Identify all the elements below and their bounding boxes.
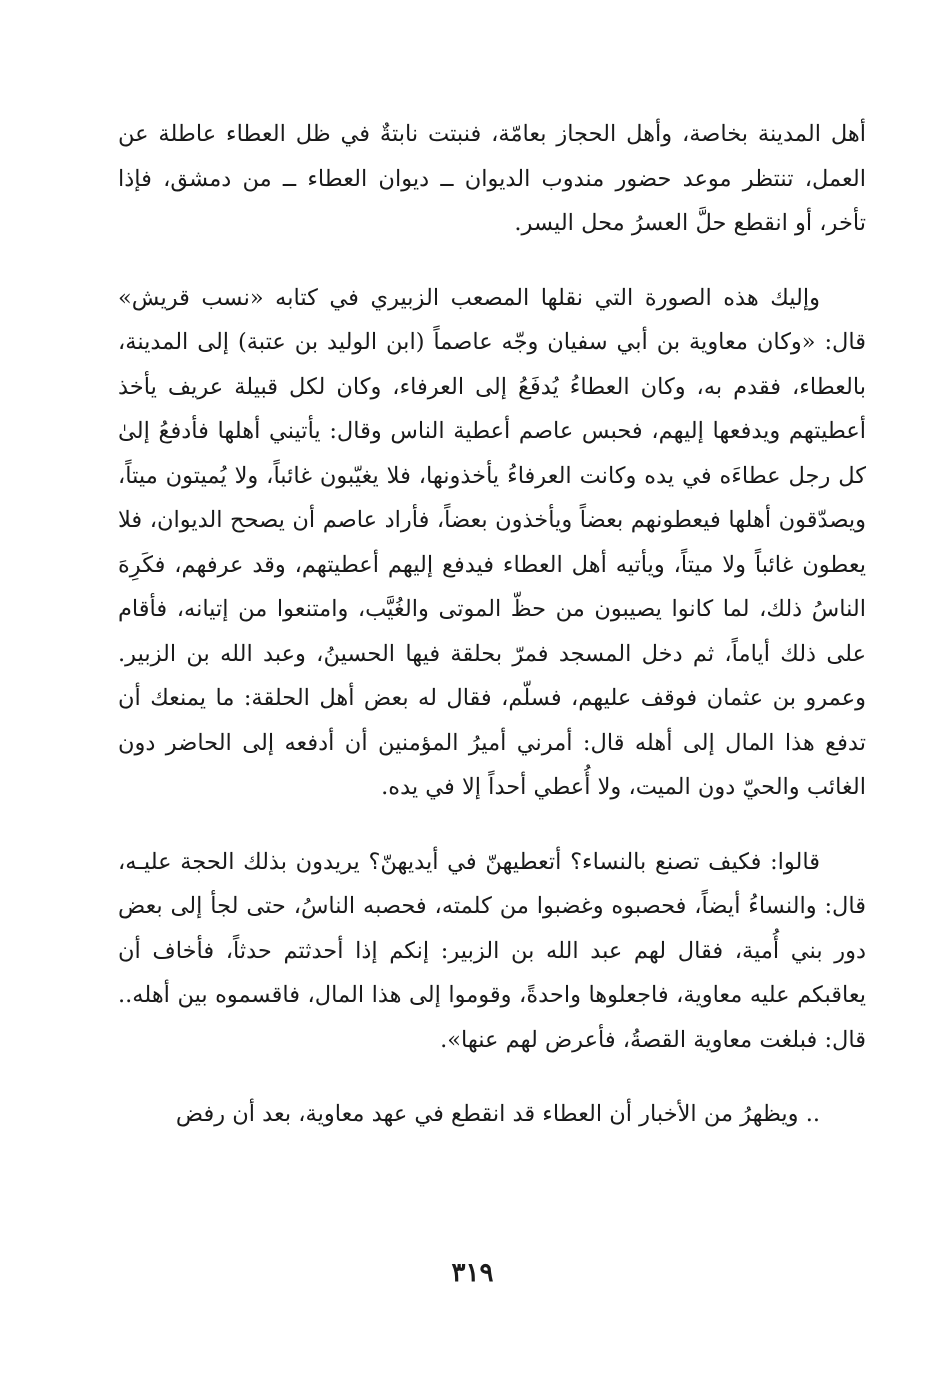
- paragraph-3: قالوا: فكيف تصنع بالنساء؟ أتعطيهنّ في أيديهنّ؟ يريدون بذلك الحجة عليـه، قال: والنساءُ أيضاً، فحصبوه وغضبوا من كلمته، فحصبه الناسُ، حتى لجأ إلى بعض دور بني أُمية، فقال لهم عبد الله بن الزبير: إنكم إذا أحدثتم حدثاً، فأخاف أن يعاقبكم عليه معاوية، فاجعلوها واحدةً، وقوموا إلى هذا المال، فاقسموه بين أهله.. قال: فبلغت معاوية القصةُ، فأعرض لهم عنها».: [118, 848, 866, 1053]
- page-number: ٣١٩: [451, 1258, 494, 1288]
- paragraph-1: أهل المدينة بخاصة، وأهل الحجاز بعامّة، فنبتت نابتةٌ في ظل العطاء عاطلة عن العمل، تنتظر موعد حضور مندوب الديوان ــ ديوان العطاء ــ من دمشق، فإذا تأخر، أو انقطع حلَّ العسرُ محل اليسر.: [118, 121, 866, 236]
- page-body: [118, 112, 866, 1137]
- paragraph-2: وإليك هذه الصورة التي نقلها المصعب الزبيري في كتابه «نسب قريش» قال: «وكان معاوية بن أبي سفيان وجّه عاصماً (ابن الوليد بن عتبة) إلى المدينة، بالعطاء، فقدم به، وكان العطاءُ يُدفَعُ إلى العرفاء، وكان لكل قبيلة عريف يأخذ أعطيتهم ويدفعها إليهم، فحبس عاصم أعطية الناس وقال: يأتيني أهلها فأدفعُ إلىٰ كل رجل عطاءَه في يده وكانت العرفاءُ يأخذونها، فلا يغيّبون غائباً، ولا يُميتون ميتاً، ويصدّقون أهلها فيعطونهم بعضاً ويأخذون بعضاً، فأراد عاصم أن يصحح الديوان، فلا يعطون غائباً ولا ميتاً، ويأتيه أهل العطاء فيدفع إليهم أعطيتهم، وقد عرفهم، فكَرِهَ الناسُ ذلك، لما كانوا يصيبون من حظّ الموتى والغُيَّب، وامتنعوا من إتيانه، فأقام على ذلك أياماً، ثم دخل المسجد فمرّ بحلقة فيها الحسينُ، وعبد الله بن الزبير. وعمرو بن عثمان فوقف عليهم، فسلّم، فقال له بعض أهل الحلقة: ما يمنعك أن تدفع هذا المال إلى أهله قال: أمرني أميرُ المؤمنين أن أدفعه إلى الحاضر دون الغائب والحيّ دون الميت، ولا أُعطي أحداً إلا في يده.: [118, 284, 866, 800]
- paragraph-4: .. ويظهرُ من الأخبار أن العطاء قد انقطع في عهد معاوية، بعد أن رفض: [175, 1101, 820, 1127]
